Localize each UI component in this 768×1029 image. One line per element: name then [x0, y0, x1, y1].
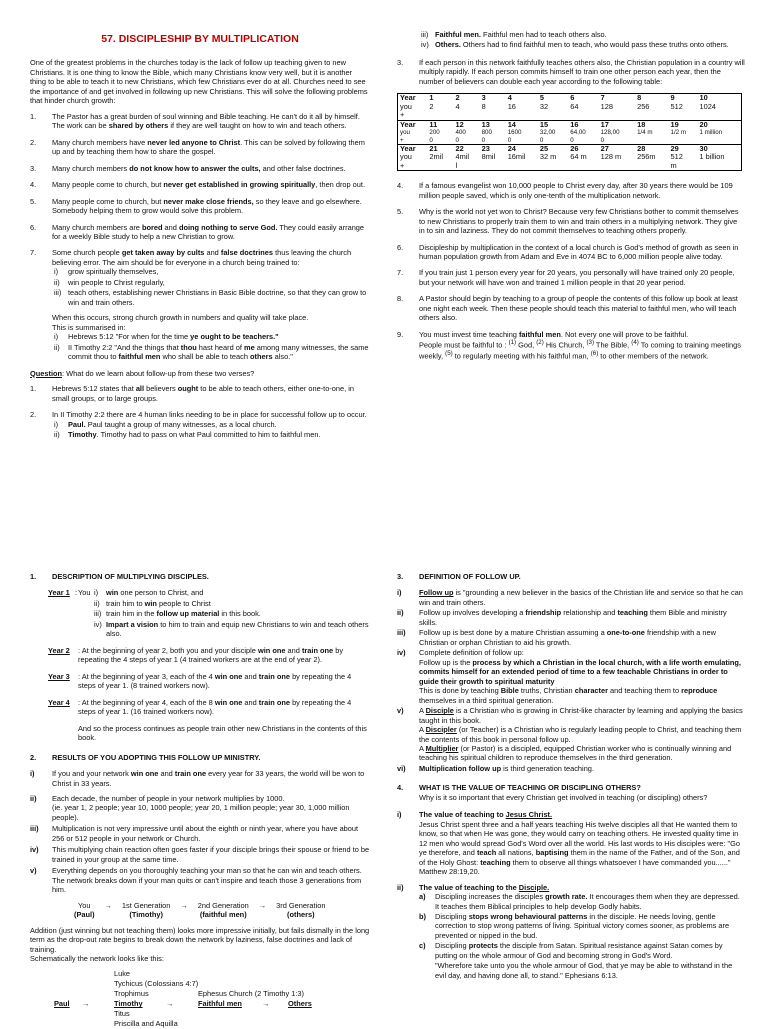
growth-cell	[669, 137, 698, 145]
growth-cell: 400	[455, 129, 466, 137]
problem-5: 5. Many people come to church, but never make close friends, so they leave and go elsewhere. Somebody helping them to grow would solve this problem.	[30, 196, 362, 216]
growth-cell: 23	[480, 144, 506, 153]
network-diagram	[54, 969, 370, 1029]
growth-cell	[427, 162, 453, 171]
hebrews-quote: i) Hebrews 5:12 "For when for the time ye ought to be teachers."	[54, 332, 279, 342]
growth-cell: 1600	[507, 129, 522, 137]
growth-cell: 64	[570, 101, 579, 111]
link-continuation	[397, 30, 745, 50]
disciple-value-item: b) Discipling stops wrong behavioural patterns in the disciple. He needs loving, gentle correction to stop wrong patterns of living. Spiritual victory comes sooner, as problems are prevented or nipped in the bud.	[419, 912, 730, 940]
growth-cell: 20	[697, 120, 741, 129]
growth-cell: 12	[454, 120, 480, 129]
node-trophimus: Trophimus	[114, 989, 149, 999]
node-titus: Titus	[114, 1009, 130, 1019]
growth-cell: 24	[506, 144, 538, 153]
point-3: 3. If each person in this network faithfully teaches others also, the Christian population in a country will multiply rapidly. If each person commits himself to train one other person each year, then the number of believers can double each year according to the following table:	[397, 57, 745, 86]
growth-cell: 6	[570, 93, 575, 103]
point-8: 8. A Pastor should begin by teaching to a group of people the contents of this follow up book at least one night each week. Then these people should teach this material to faithful men, who will teach others also.	[397, 294, 738, 323]
growth-cell: you	[400, 152, 412, 162]
growth-cell: 2	[429, 101, 434, 111]
answer-2: 2. In II Timothy 2:2 there are 4 human links needing to be in place for successful follow up to occur. i) Paul. Paul taught a group of many witnesses, as a local church. ii) Timothy. Timothy had to pass on what Paul committed to him to faithful men.	[30, 410, 370, 439]
point-5: 5. Why is the world not yet won to Christ? Because very few Christians bother to commit themselves to new Christians to properly train them to win and train others in a multiplying network. They give in to sin and laziness. They do not commit themselves to teaching others properly.	[397, 207, 739, 236]
definition-ii: ii) Follow up involves developing a friendship relationship and teaching them Bible and ministry skills.	[397, 608, 727, 627]
growth-cell: 10	[699, 93, 708, 103]
growth-cell: 1 million	[699, 129, 723, 137]
year-1-step: You i) win one person to Christ, and	[78, 588, 204, 598]
node-priscilla: Priscilla and Aquilla	[114, 1019, 178, 1029]
growth-cell: 3	[481, 93, 486, 103]
growth-cell: 4	[507, 93, 512, 103]
result-iii: iii) Multiplication is not very impressive until about the eighth or ninth year, where you have about 256 or 512 people in your network or Church.	[30, 824, 359, 843]
section-4-question: Why is it so important that every Christian get involved in teaching (or discipling) others?	[419, 792, 708, 802]
section-4-heading: 4. WHAT IS THE VALUE OF TEACHING OR DISCIPLING OTHERS?	[397, 783, 641, 793]
addition-paragraph: Addition (just winning but not teaching them) looks more impressive initially, but fails dismally in the long term as the drop-out rate begins to break down the network by laziness, false doctrines and lack of training. Schematically the network looks like this:	[30, 925, 370, 963]
growth-cell: 28	[635, 144, 668, 153]
arrow-icon: →	[180, 900, 188, 910]
node-tychicus: Tychicus (Colossians 4:7)	[114, 979, 199, 989]
problem-2: 2. Many church members have never led anyone to Christ. This can be solved by following them up and by teaching them how to share the gospel.	[30, 137, 365, 157]
arrow-icon: →	[82, 999, 90, 1009]
gen-third: 3rd Generation (others)	[276, 900, 326, 920]
section-2-heading: 2. RESULTS OF YOU ADOPTING THIS FOLLOW UP MINISTRY.	[30, 752, 261, 762]
node-luke: Luke	[114, 969, 131, 979]
arrow-icon: →	[104, 900, 112, 910]
gen-first: 1st Generation (Timothy)	[121, 900, 171, 920]
growth-cell: 32 m	[539, 152, 557, 162]
growth-cell: 64 m	[570, 152, 587, 162]
growth-cell: 128	[600, 101, 613, 111]
growth-cell	[697, 162, 741, 171]
growth-cell: m	[670, 160, 677, 170]
growth-row	[398, 129, 742, 136]
growth-cell: 200	[429, 129, 440, 137]
growth-row	[398, 153, 742, 162]
year-1-step: ii) train him to win people to Christ	[94, 598, 211, 608]
disciple-value-item: a) Discipling increases the disciples growth rate. It encourages them when they are depressed. It teaches them Biblical principles to help develop Godly habits.	[419, 892, 740, 911]
growth-cell: 128 m	[600, 152, 622, 162]
gen-you: You (Paul)	[74, 900, 95, 920]
node-paul: Paul	[54, 999, 70, 1009]
definition-iii: iii) Follow up is best done by a mature Christian assuming a one-to-one friendship with a new Christian or orphan Christian to aid his growth.	[397, 628, 716, 647]
growth-cell	[599, 162, 635, 171]
value-to-jesus: i) The value of teaching to Jesus Christ. Jesus Christ spent three and a half years teaching His twelve disciples all that He wanted them to know, so that when He was gone, they would carry on teaching others. He invested quality time in 12 men who would spread God's Word over all the world. His last words to His disciples were: "Go ye therefore, and teach all nations, baptising them in the name of the Father, and of the Son, and of the Holy Ghost: teaching them to observe all things whatsoever I have commanded you......" Matthew 28:19,20.	[397, 810, 741, 877]
growth-cell: 16	[568, 120, 598, 129]
result-ii: ii) Each decade, the number of people in your network multiplies by 1000. (ie. year 1, 2 people; year 10, 1000 people; year 20, 1 million people; year 30, 1,000 million people).	[30, 793, 350, 822]
growth-cell: 8mil	[481, 152, 496, 162]
growth-cell: Year	[398, 144, 428, 153]
year-1-step: iv) Impart a vision to him to train and equip new Christians to win and teach others also.	[94, 619, 369, 639]
growth-cell: 0	[481, 136, 486, 144]
growth-cell: +	[400, 136, 404, 144]
point-6: 6. Discipleship by multiplication in the context of a local church is God's method of growth as seen in human population growth from Adam and Eve in 4074 BC to 6,000 million people alive today.	[397, 242, 739, 262]
problem-3: 3. Many church members do not know how to answer the cults, and other false doctrines.	[30, 163, 346, 173]
node-faithful-men: Faithful men	[198, 999, 242, 1009]
definition-i: i) Follow up is "grounding a new believer in the basics of the Christian life and service so that he can win and train others.	[397, 588, 743, 607]
growth-cell: 13	[480, 120, 506, 129]
growth-cell: Year	[400, 93, 416, 103]
point-9: 9. You must invest time teaching faithful men. Not every one will prove to be faithful. People must be faithful to : $^{(1)}$ God, $^{(2)}$ His Church, $^{(3)}$ The Bible, $^{(4)}$ To coming to training meetings weekly, $^{(5)}$ to regularly meeting with his faithful man, $^{(6)}$ to other members of the network.	[397, 329, 741, 361]
growth-cell: 0	[455, 136, 459, 144]
process-continues: And so the process continues as people train other new Christians in the contents of this book.	[78, 723, 367, 743]
growth-cell: 2mil	[429, 152, 443, 162]
growth-cell: 512	[670, 101, 683, 111]
growth-cell: 256m	[637, 152, 656, 162]
node-others: Others	[288, 999, 312, 1009]
growth-cell	[506, 162, 538, 171]
disciple-value-item: c) Discipling protects the disciple from Satan. Spiritual resistance against Satan comes by putting on the whole armour of God and becoming strong in God's Word.	[419, 941, 723, 960]
growth-cell: 4mil	[455, 152, 470, 162]
growth-cell: l	[455, 160, 458, 170]
growth-cell	[635, 137, 668, 145]
growth-cell: you	[400, 101, 412, 111]
growth-cell: +	[400, 160, 405, 170]
growth-cell: 1/2 m	[670, 129, 686, 137]
problem-1: 1. The Pastor has a great burden of soul winning and Bible teaching. He can't do it all by himself. The work can be shared by others if they are well taught on how to win and teach others.	[30, 111, 360, 131]
growth-cell: 26	[568, 144, 598, 153]
intro-paragraph: One of the greatest problems in the churches today is the lack of follow up teaching given to new Christians. It is one thing to know the Bible, which many Christians know very well, but it is another thing to be able to teach it to new Christians, which few Christians ever do at all. Churches need to see the importance of and get involved in following up new Christians. This will solve the following problems that hinder church growth:	[30, 58, 368, 106]
growth-cell	[697, 137, 741, 145]
growth-cell: 9	[670, 93, 675, 103]
gen-second: 2nd Generation (faithful men)	[197, 900, 249, 920]
aim-item: i) grow spiritually themselves,	[54, 267, 159, 277]
result-iv: iv) This multiplying chain reaction often goes faster if your disciple brings their spouse or friend to be trained in your group at the same time.	[30, 845, 370, 864]
growth-row	[398, 120, 742, 129]
growth-cell: 1	[429, 93, 434, 103]
growth-cell: 15	[538, 120, 568, 129]
growth-cell	[538, 162, 568, 171]
growth-cell: 64,00	[570, 129, 586, 137]
problem-7: 7. Some church people get taken away by cults and false doctrines thus leaving the church believing error. The aim should be for everyone in a church being trained to: i) grow spiritually themselves, ii) win people to Christ regularly, iii) teach others, establishing newer Christians in Basic Bible doctrine, so that they can grow to win and train others. When this occurs, strong church growth in numbers and quality will take place. This is summarised in: i) Hebrews 5:12 "For when for the time ye ought to be teachers." ii) II Timothy 2:2 "And the things that thou hast heard of me among many witnesses, the same commit thou to faithful men who shall be able to teach others also."	[30, 248, 369, 362]
growth-cell	[480, 162, 506, 171]
bottom-right-column	[397, 572, 745, 986]
top-left-column	[30, 30, 370, 446]
node-timothy: Timothy	[114, 999, 143, 1009]
link-item: i) Paul. Paul taught a group of many witnesses, as a local church.	[54, 419, 277, 429]
value-to-disciple: ii) The value of teaching to the Disciple. a) Discipling increases the disciples growth rate. It encourages them when they are depressed. It teaches them Biblical principles to help develop Godly habits. b) Discipling stops wrong behavioural patterns in the disciple. He needs loving, gentle correction to stop wrong patterns of living. Spiritual victory comes sooner, as problems are prevented or nipped in the bud. c) Discipling protects the disciple from Satan. Spiritual resistance against Satan comes by putting on the whole armour of God and becoming strong in God's Word. "Wherefore take unto you the whole armour of God, that ye may be able to withstand in the evil day, and having done all, to stand." Ephesians 6:13.	[397, 883, 745, 981]
year-1: Year 1 : You i) win one person to Christ, and ii) train him to win people to Christ iii) train him in the follow up material in this book. iv) Impart a vision to him to train and equip new Christians to win and teach others also.	[48, 588, 369, 639]
growth-cell: 1024	[699, 101, 716, 111]
growth-cell: 8	[637, 93, 642, 103]
bottom-left-column	[30, 572, 370, 1029]
definition-iv: iv) Complete definition of follow up: Follow up is the process by which a Christian in the local church, with a life worth emulating, commits himself for an extended period of time to a few teachable Christians in order to guide their growth to spiritual maturity This is done by teaching Bible truths, Christian character and teaching them to reproduce themselves in a third spiritual generation.	[397, 648, 741, 705]
growth-row	[398, 103, 742, 112]
growth-cell: 128,00	[600, 129, 620, 137]
growth-cell: 16	[507, 101, 516, 111]
growth-cell: 0	[600, 136, 605, 144]
growth-cell: 21	[427, 144, 453, 153]
growth-cell: 25	[538, 144, 568, 153]
node-ephesus: Ephesus Church (2 Timothy 1:3)	[198, 989, 304, 999]
timothy-quote: ii) II Timothy 2:2 "And the things that thou hast heard of me among many witnesses, the same commit thou to faithful men who shall be able to teach others also."	[54, 342, 369, 362]
growth-row	[398, 137, 742, 145]
growth-cell: 27	[599, 144, 635, 153]
growth-cell: 800	[481, 129, 492, 137]
growth-cell: 2	[455, 93, 460, 103]
growth-cell: 256	[637, 101, 650, 111]
link-item: iv) Others. Others had to find faithful men to teach, who would pass these truths onto others.	[421, 40, 729, 50]
growth-cell: 512	[670, 152, 683, 162]
section-1-heading: 1. DESCRIPTION OF MULTIPLYING DISCIPLES.	[30, 572, 209, 581]
year-1-step: iii) train him in the follow up material in this book.	[94, 609, 261, 619]
growth-cell: 0	[539, 136, 544, 144]
arrow-icon: →	[166, 999, 174, 1009]
aim-item: iii) teach others, establishing newer Christians in Basic Bible doctrine, so that they can grow to win and train others.	[54, 288, 367, 307]
ephesians-quote: "Wherefore take unto you the whole armour of God, that ye may be able to withstand in the evil day, and having done all, to stand." Ephesians 6:13.	[435, 961, 733, 980]
growth-cell: 16mil	[507, 152, 526, 162]
growth-cell: 0	[570, 136, 574, 144]
summary-line: When this occurs, strong church growth in numbers and quality will take place.	[52, 313, 309, 323]
aim-item: ii) win people to Christ regularly,	[54, 277, 165, 287]
link-item: iii) Faithful men. Faithful men had to teach others also.	[421, 30, 607, 39]
growth-cell: you	[400, 129, 410, 137]
growth-cell: 32,00	[539, 129, 556, 137]
link-item: ii) Timothy. Timothy had to pass on what Paul committed to him to faithful men.	[54, 429, 321, 439]
summarised-line: This is summarised in:	[52, 322, 126, 332]
question-line: Question: What do we learn about follow-up from these two verses?	[30, 368, 255, 378]
growth-cell: 0	[507, 136, 512, 144]
result-i: i) If you and your network win one and train one every year for 33 years, the world will be won to Christ in 33 years.	[30, 769, 365, 788]
growth-cell	[568, 162, 598, 171]
growth-cell: 8	[481, 101, 486, 111]
growth-cell: 30	[697, 144, 741, 153]
growth-cell: 0	[429, 136, 433, 144]
top-right-column	[397, 30, 745, 368]
growth-cell: 29	[669, 144, 698, 153]
arrow-icon: →	[262, 999, 270, 1009]
growth-cell	[635, 162, 668, 171]
definition-v: v) A Disciple is a Christian who is growing in Christ-like character by learning and applying the basics taught in this book. A Discipler (or Teacher) is a Christian who is regularly leading people to Christ, and teaching them the contents of this book in personal follow up. A Multiplier (or Pastor) is a discipled, equipped Christian worker who is continually winning and teaching his spiritual children to reproduce themselves in the third generation.	[397, 706, 743, 763]
growth-cell: 1/4 m	[637, 129, 653, 137]
growth-cell: Year	[398, 120, 428, 129]
growth-cell: 4	[455, 101, 460, 111]
definition-vi: vi) Multiplication follow up is third generation teaching.	[397, 763, 594, 773]
section-3-heading: 3. DEFINITION OF FOLLOW UP.	[397, 572, 521, 581]
point-7: 7. If you train just 1 person every year for 20 years, you personally will have trained only 20 people, but your network will have won and trained 1 million people in that 20 year period.	[397, 268, 735, 287]
problem-6: 6. Many church members are bored and doing nothing to serve God. They could easily arrange for a weekly Bible study to help a new Christian to grow.	[30, 222, 365, 241]
growth-cell: 19	[669, 120, 698, 129]
growth-cell: 22	[454, 144, 480, 153]
answer-1: 1. Hebrews 5:12 states that all believers ought to be able to teach others, either one-to-one, in small groups, or to large groups.	[30, 384, 354, 403]
growth-table	[397, 93, 742, 171]
growth-cell: 32	[539, 101, 549, 111]
arrow-icon: →	[258, 900, 267, 910]
generation-chain	[74, 901, 370, 920]
page-title: 57. DISCIPLESHIP BY MULTIPLICATION	[101, 33, 299, 45]
growth-cell: 17	[599, 120, 635, 129]
result-v: v) Everything depends on you thoroughly teaching your man so that he can win and teach others. The network breaks down if your man quits or can't inspire and teach those 3 generations from him.	[30, 866, 362, 895]
year-3: Year 3 : At the beginning of year 3, each of the 4 win one and train one by repeating the 4 steps of year 1. (8 trained workers now).	[48, 671, 352, 691]
point-4: 4. If a famous evangelist won 10,000 people to Christ every day, after 30 years there would be 109 million people saved, which is only one-tenth of the multiplication network.	[397, 181, 733, 200]
growth-cell: 11	[427, 120, 453, 129]
growth-cell: 18	[635, 120, 668, 129]
problem-4: 4. Many people come to church, but never get established in growing spiritually, then drop out.	[30, 180, 366, 190]
growth-cell: 14	[506, 120, 538, 129]
growth-row	[398, 162, 742, 171]
growth-cell: 7	[600, 93, 605, 103]
year-2: Year 2 : At the beginning of year 2, both you and your disciple win one and train one by repeating the 4 steps of year 1 (4 trained workers are at the end of year 2).	[48, 645, 344, 665]
growth-cell: 1 billion	[699, 152, 725, 162]
growth-cell: +	[400, 110, 405, 120]
growth-cell: 5	[539, 93, 545, 103]
year-4: Year 4 : At the beginning of year 4, each of the 8 win one and train one by repeating the 4 steps of year 1. (16 trained workers now).	[48, 697, 352, 717]
